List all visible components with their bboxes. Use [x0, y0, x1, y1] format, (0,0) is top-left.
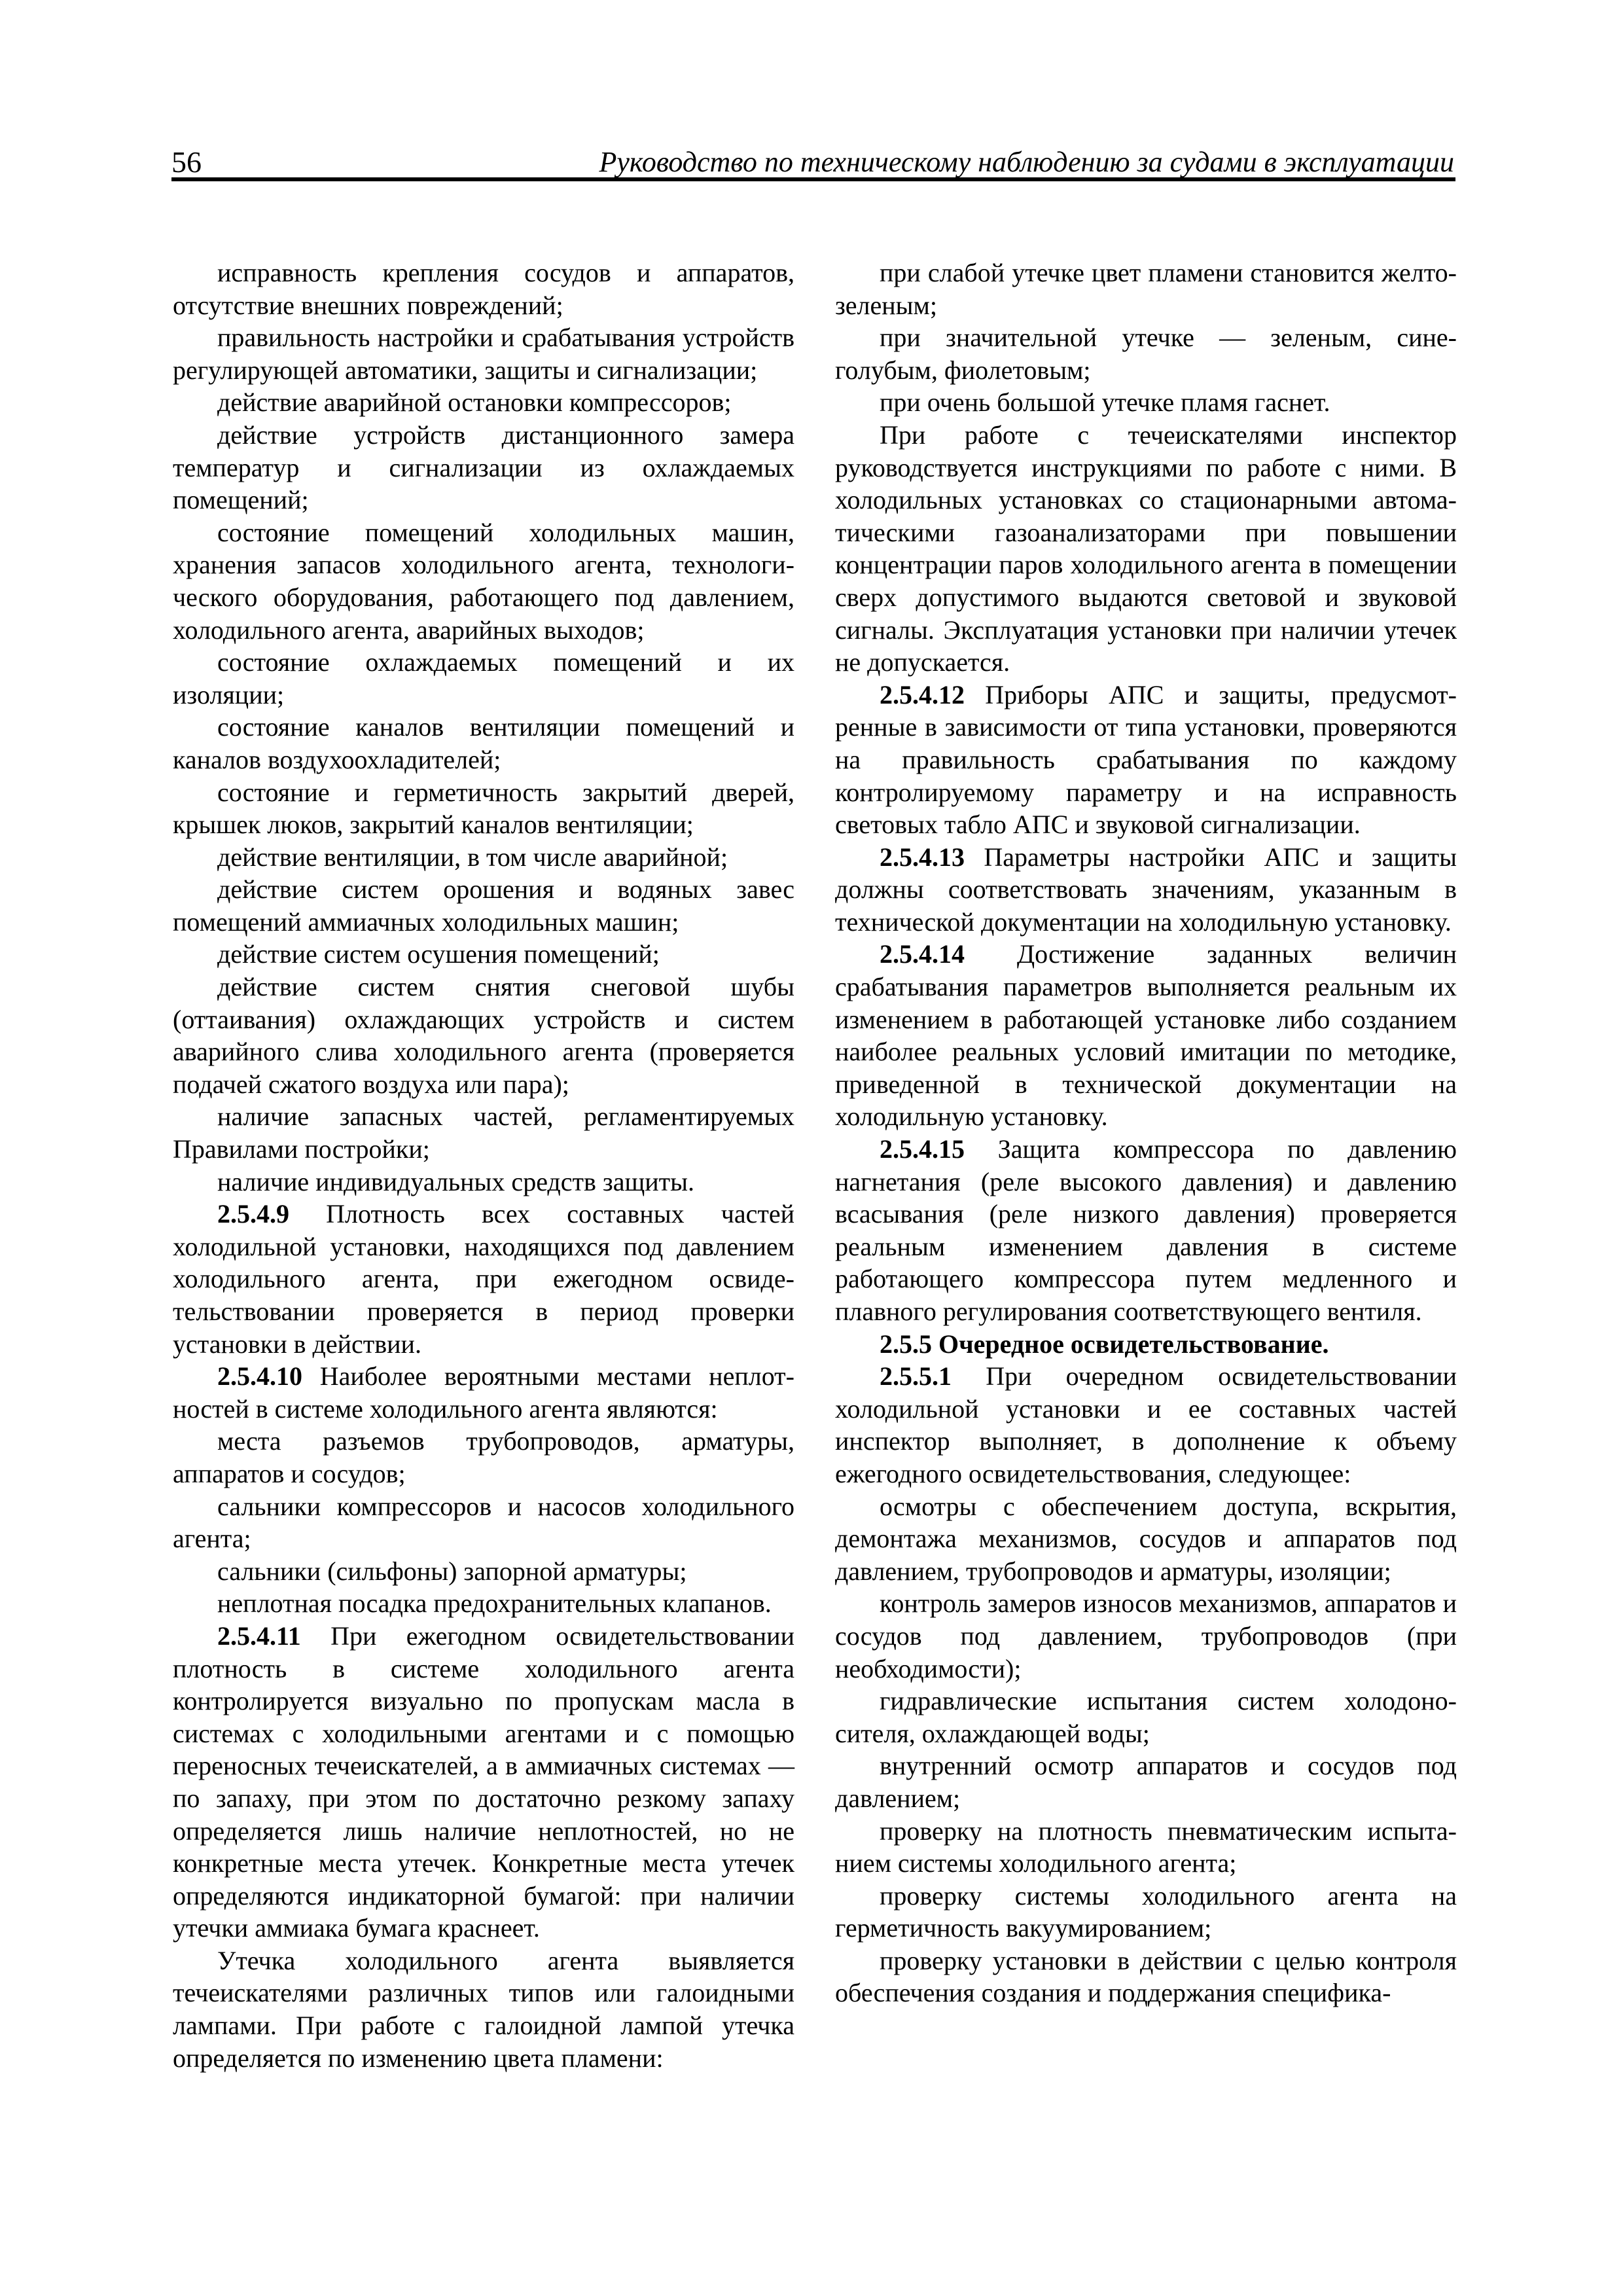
paragraph: [173, 1490, 794, 1555]
paragraph: [173, 841, 794, 874]
paragraph: [173, 1100, 794, 1165]
paragraph: [835, 1360, 1457, 1490]
section-number: 2.5.4.12: [880, 679, 965, 709]
section-number: 2.5.4.9: [217, 1199, 289, 1229]
paragraph: [173, 516, 794, 646]
paragraph: [835, 841, 1457, 939]
left-column: [173, 257, 794, 2074]
right-column: [835, 257, 1457, 2009]
paragraph-text: состояние помещений холодильных машин, хранения запасов холодильного агента, технологического оборудования, работающего под давлением, холодильного агента, аварийных выходов;: [173, 517, 794, 645]
paragraph: [835, 1815, 1457, 1880]
paragraph-text: при значительной утечке — зеленым, сине-голубым, фиолетовым;: [835, 323, 1457, 385]
paragraph-text: Защита компрессора по давлению нагнетания (реле высокого давления) и давлению всасывания (реле низкого давления) проверяется реальным изменением давления в системе работающего компрессора путем медленного и плавного регулирования соответствующего вентиля.: [835, 1134, 1457, 1326]
paragraph-text: При работе с течеискателями инспектор руководствуется инструкциями по работе с ними. В холодильных установках со стационарными автоматическими газоанализаторами при повышении концентрации паров холодильного агента в помещении сверх допустимого выдаются световой и звуковой сигналы. Эксплуатация установки при наличии утечек не допускается.: [835, 420, 1457, 677]
paragraph-text: действие систем снятия снеговой шубы (оттаивания) охлаждающих устройств и систем аварийного слива холодильного агента (проверяется подачей сжатого воздуха или пара);: [173, 972, 794, 1099]
paragraph: [835, 679, 1457, 841]
paragraph-text: Утечка холодильного агента выявляется течеискателями различных типов или галоидными лампами. При работе с галоидной лампой утечка определяется по изменению цвета пламени:: [173, 1945, 794, 2073]
paragraph: [173, 386, 794, 419]
paragraph: [173, 1166, 794, 1198]
paragraph: [173, 1620, 794, 1945]
paragraph-text: состояние каналов вентиляции помещений и каналов воздухоохладителей;: [173, 712, 794, 774]
paragraph: [835, 257, 1457, 321]
paragraph: [835, 1587, 1457, 1685]
paragraph-text: проверку системы холодильного агента на герметичность вакуумированием;: [835, 1880, 1457, 1943]
paragraph-text: сальники (сильфоны) запорной арматуры;: [217, 1556, 687, 1586]
section-number: 2.5.5.1: [880, 1361, 952, 1391]
paragraph-text: Очередное освидетельствование.: [932, 1329, 1329, 1359]
paragraph: [835, 1880, 1457, 1945]
paragraph-text: действие устройств дистанционного замера температур и сигнализации из охлаждаемых помещений;: [173, 420, 794, 515]
paragraph-text: проверку на плотность пневматическим испытанием системы холодильного агента;: [835, 1816, 1457, 1878]
paragraph-text: правильность настройки и срабатывания устройств регулирующей автоматики, защиты и сигнализации;: [173, 323, 794, 385]
paragraph-text: неплотная посадка предохранительных клапанов.: [217, 1588, 772, 1619]
paragraph: [173, 1198, 794, 1360]
paragraph: [173, 938, 794, 971]
paragraph: [835, 1328, 1457, 1361]
paragraph: [835, 419, 1457, 679]
paragraph: [173, 1587, 794, 1620]
paragraph: [173, 419, 794, 516]
header-rule: [171, 177, 1455, 181]
paragraph-text: действие аварийной остановки компрессоров;: [217, 387, 732, 418]
paragraph-text: при слабой утечке цвет пламени становится желто-зеленым;: [835, 258, 1457, 320]
paragraph-text: проверку установки в действии с целью контроля обеспечения создания и поддержания специфика-: [835, 1945, 1457, 2008]
paragraph-text: Плотность всех составных частей холодильной установки, находящихся под давлением холодильного агента, при ежегодном освидетельствовании проверяется в период проверки установки в действии.: [173, 1199, 794, 1359]
paragraph-text: действие систем орошения и водяных завес помещений аммиачных холодильных машин;: [173, 874, 794, 937]
paragraph-text: наличие запасных частей, регламентируемых Правилами постройки;: [173, 1102, 794, 1164]
paragraph: [835, 1945, 1457, 2009]
section-number: 2.5.4.15: [880, 1134, 965, 1164]
paragraph: [173, 1945, 794, 2074]
paragraph-text: места разъемов трубопроводов, арматуры, аппаратов и сосудов;: [173, 1426, 794, 1488]
paragraph: [173, 1425, 794, 1490]
section-number: 2.5.4.13: [880, 842, 965, 872]
running-title: Руководство по техническому наблюдению за судами в эксплуатации: [599, 146, 1454, 178]
paragraph: [173, 257, 794, 321]
paragraph-text: контроль замеров износов механизмов, аппаратов и сосудов под давлением, трубопроводов (при необходимости);: [835, 1588, 1457, 1683]
paragraph: [173, 873, 794, 938]
paragraph: [173, 1360, 794, 1425]
paragraph-text: действие вентиляции, в том числе аварийной;: [217, 842, 728, 872]
paragraph: [173, 971, 794, 1100]
paragraph-text: состояние охлаждаемых помещений и их изоляции;: [173, 647, 794, 709]
paragraph-text: осмотры с обеспечением доступа, вскрытия, демонтажа механизмов, сосудов и аппаратов под давлением, трубопроводов и арматуры, изоляции;: [835, 1491, 1457, 1586]
page-number: 56: [171, 145, 202, 179]
section-number: 2.5.4.10: [217, 1361, 302, 1391]
paragraph: [835, 321, 1457, 386]
paragraph: [835, 1490, 1457, 1588]
paragraph-text: Приборы АПС и защиты, предусмотренные в зависимости от типа установки, проверяются на правильность срабатывания по каждому контролируемому параметру и на исправность световых табло АПС и звуковой сигнализации.: [835, 679, 1457, 840]
paragraph-text: внутренний осмотр аппаратов и сосудов под давлением;: [835, 1751, 1457, 1813]
paragraph-text: гидравлические испытания систем холодоносителя, охлаждающей воды;: [835, 1686, 1457, 1748]
paragraph-text: При очередном освидетельствовании холодильной установки и ее составных частей инспектор выполняет, в дополнение к объему ежегодного освидетельствования, следующее:: [835, 1361, 1457, 1488]
paragraph-text: состояние и герметичность закрытий дверей, крышек люков, закрытий каналов вентиляции;: [173, 777, 794, 840]
paragraph-text: при очень большой утечке пламя гаснет.: [880, 387, 1330, 418]
section-number: 2.5.5: [880, 1329, 932, 1359]
paragraph-text: При ежегодном освидетельствовании плотность в системе холодильного агента контролируется визуально по пропускам масла в системах с холодильными агентами и с помощью переносных течеискателей, а в аммиачных системах — по запаху, при этом по достаточно резкому запаху определяется лишь наличие неплотностей, но не конкретные места утечек. Конкретные места утечек определяются индикаторной бумагой: при наличии утечки аммиака бумага краснеет.: [173, 1621, 794, 1943]
paragraph-text: Параметры настройки АПС и защиты должны соответствовать значениям, указанным в технической документации на холодильную установку.: [835, 842, 1457, 937]
paragraph-text: Достижение заданных величин срабатывания параметров выполняется реальным их изменением в работающей установке либо созданием наиболее реальных условий имитации по методике, приведенной в технической документации на холодильную установку.: [835, 939, 1457, 1132]
paragraph: [173, 776, 794, 841]
paragraph: [173, 1555, 794, 1588]
paragraph: [173, 321, 794, 386]
paragraph: [173, 646, 794, 711]
section-number: 2.5.4.11: [217, 1621, 301, 1651]
paragraph: [835, 1685, 1457, 1749]
paragraph-text: Наиболее вероятными местами неплотностей в системе холодильного агента являются:: [173, 1361, 794, 1424]
section-number: 2.5.4.14: [880, 939, 965, 969]
paragraph: [835, 1133, 1457, 1328]
paragraph: [173, 711, 794, 776]
paragraph-text: наличие индивидуальных средств защиты.: [217, 1166, 695, 1196]
paragraph-text: исправность крепления сосудов и аппаратов, отсутствие внешних повреждений;: [173, 258, 794, 320]
paragraph-text: сальники компрессоров и насосов холодильного агента;: [173, 1491, 794, 1554]
paragraph: [835, 938, 1457, 1133]
paragraph: [835, 1749, 1457, 1814]
paragraph-text: действие систем осушения помещений;: [217, 939, 660, 969]
paragraph: [835, 386, 1457, 419]
